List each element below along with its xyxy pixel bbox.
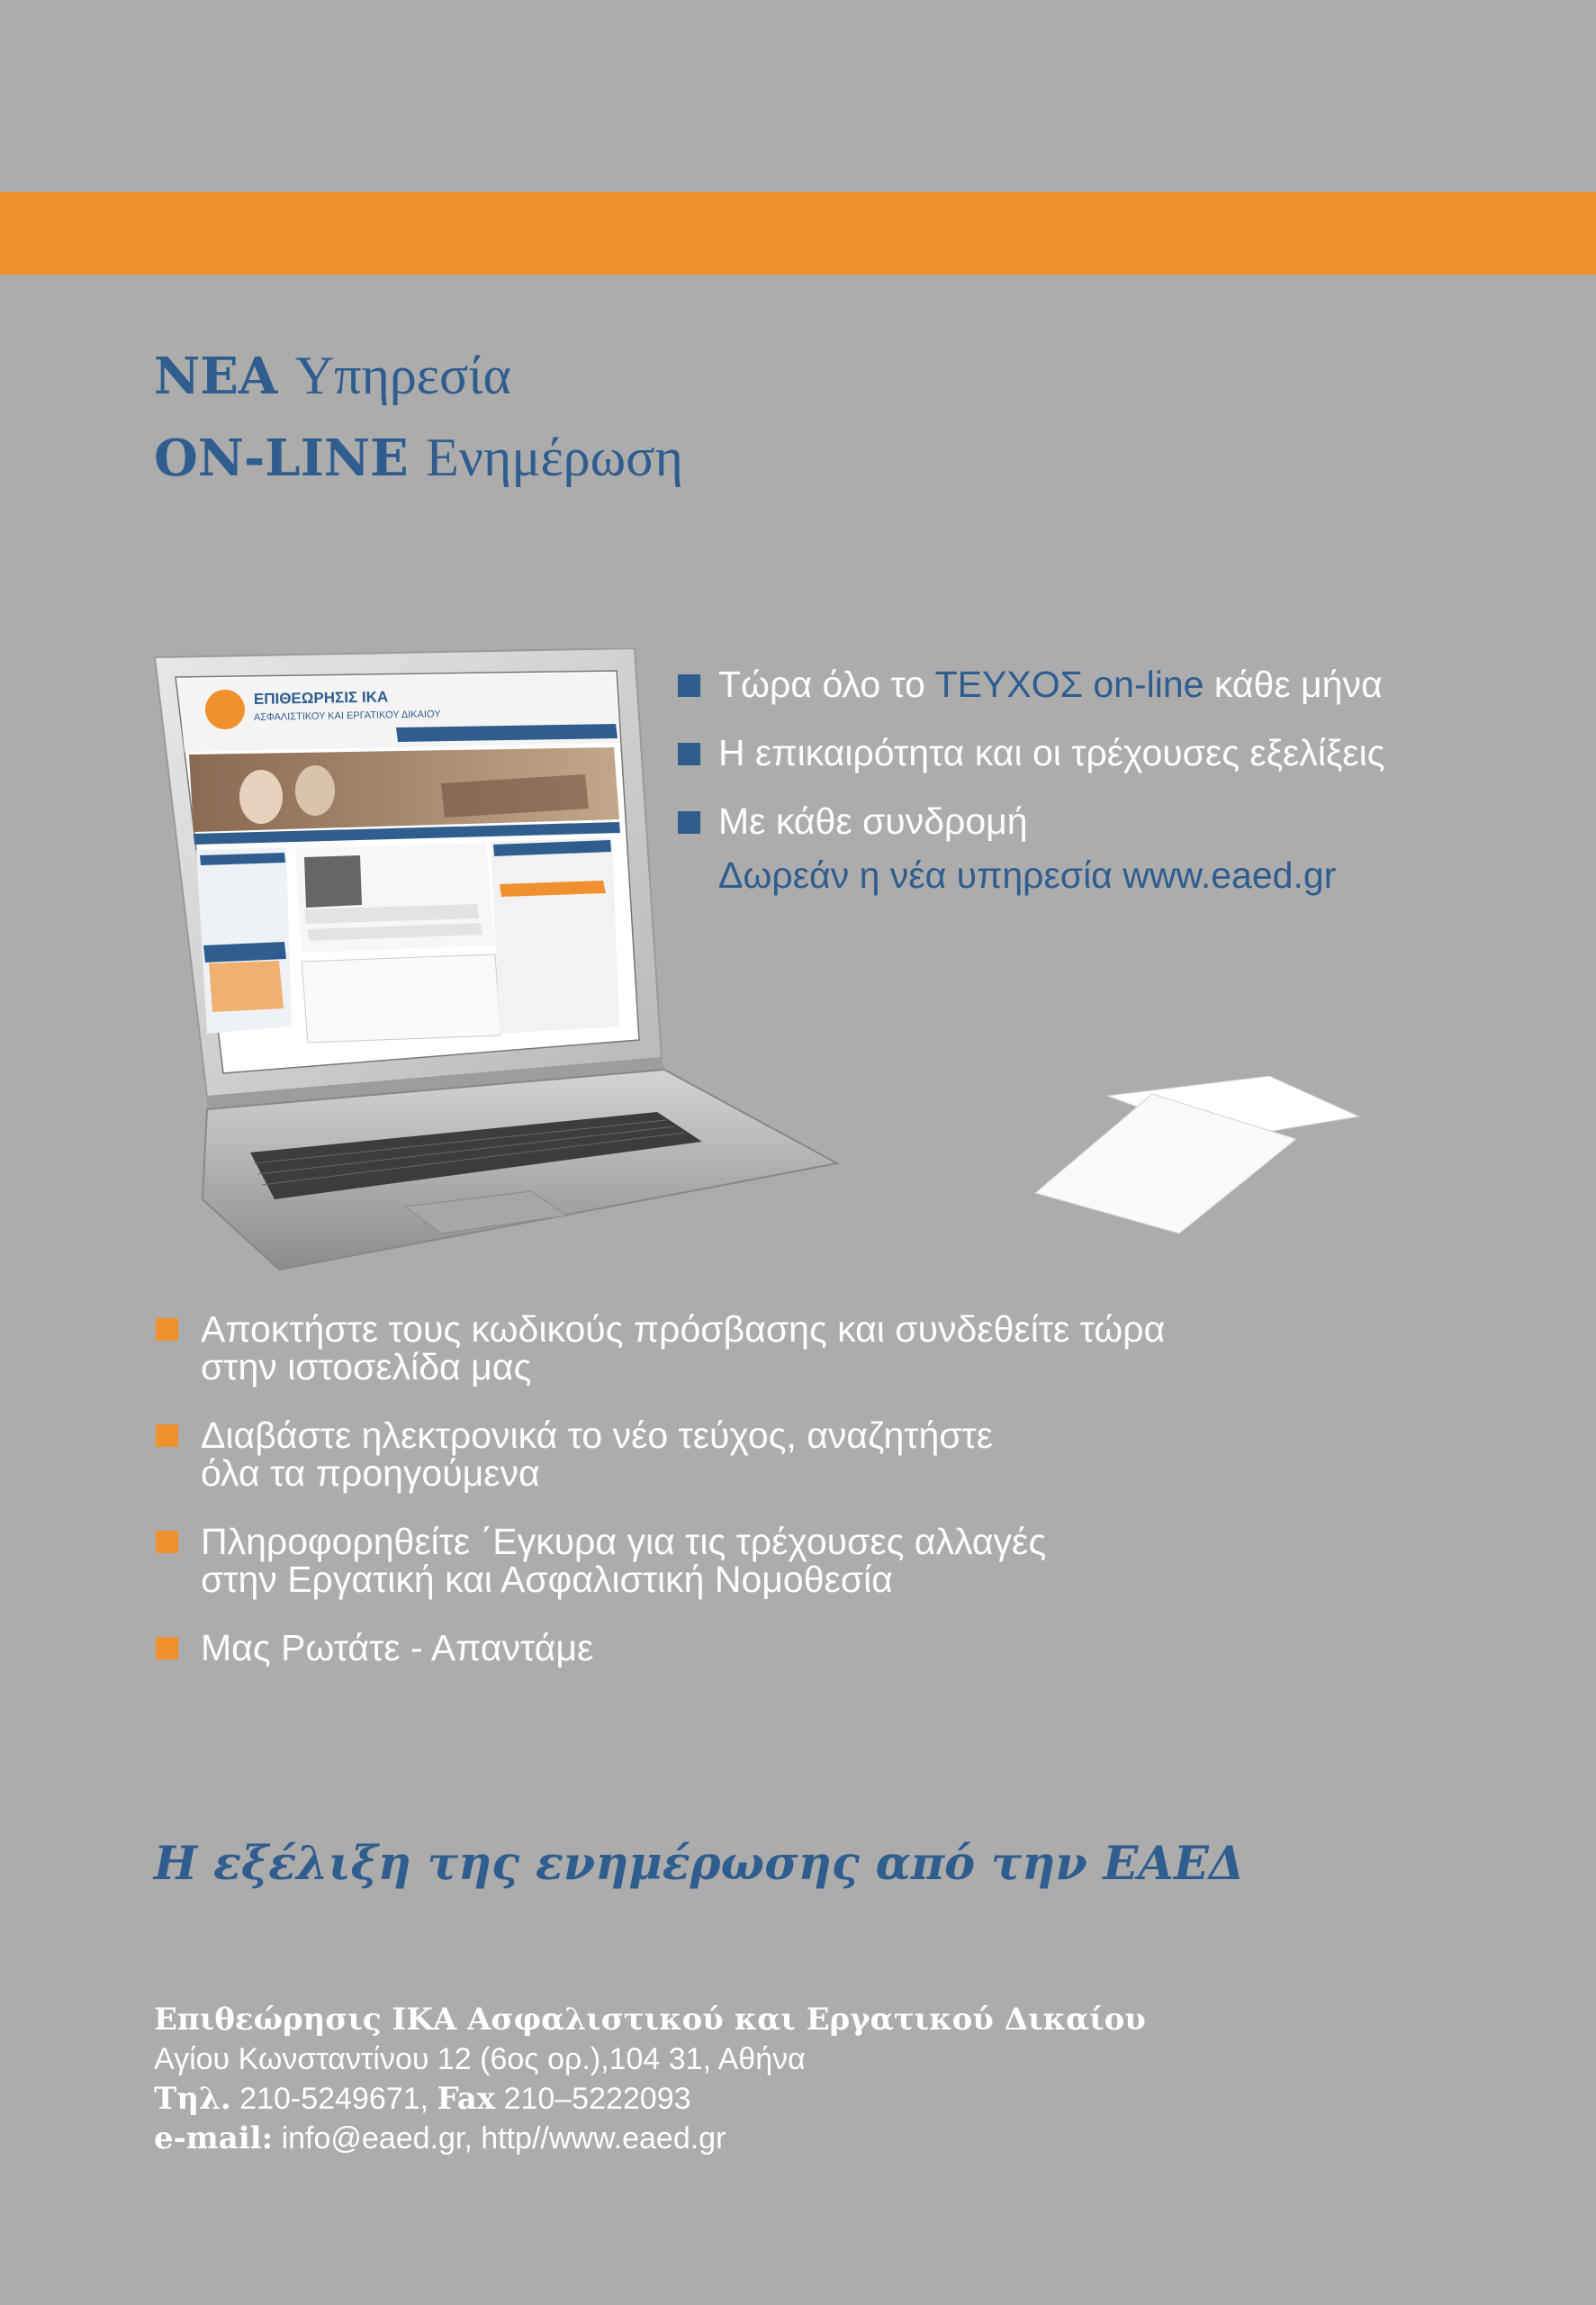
- orange-bullet-icon: [156, 1531, 178, 1553]
- tagline: Η εξέλιξη της ενημέρωσης από την ΕΑΕΔ: [154, 1837, 1245, 1891]
- blue-bullet-icon: [678, 743, 700, 765]
- orange-bullet-icon: [156, 1318, 178, 1341]
- benefits-list: [156, 1310, 1165, 1697]
- screen-site-subtitle: ΑΣΦΑΛΙΣΤΙΚΟΥ ΚΑΙ ΕΡΓΑΤΙΚΟΥ ΔΙΚΑΙΟΥ: [253, 709, 441, 723]
- benefit-item: Διαβάστε ηλεκτρονικά το νέο τεύχος, αναζητήστε όλα τα προηγούμενα: [156, 1416, 1165, 1492]
- orange-bullet-icon: [156, 1637, 178, 1659]
- headline-online: ON-LINE: [154, 429, 409, 488]
- benefit-item: Πληροφορηθείτε ΄Εγκυρα για τις τρέχουσες αλλαγές στην Εργατική και Ασφαλιστική Νομοθεσία: [156, 1523, 1165, 1598]
- orange-bullet-icon: [156, 1424, 178, 1447]
- contact-email-line: e-mail: info@eaed.gr, http//www.eaed.gr: [154, 2120, 726, 2156]
- contact-email-link[interactable]: info@eaed.gr, http//www.eaed.gr: [281, 2121, 726, 2156]
- headline-service: Υπηρεσία: [294, 346, 511, 405]
- headline: [154, 335, 683, 499]
- blue-bullet-icon: [678, 811, 700, 834]
- feature-item: Η επικαιρότητα και οι τρέχουσες εξελίξεις: [678, 730, 1384, 775]
- orange-banner: [0, 192, 1596, 275]
- features-list: [678, 662, 1384, 921]
- headline-update: Ενημέρωση: [426, 428, 683, 487]
- contact-address: Αγίου Κωνσταντίνου 12 (6ος ορ.),104 31, Αθήνα: [154, 2042, 806, 2076]
- feature-item: Με κάθε συνδρομή Δωρεάν η νέα υπηρεσία www.eaed.gr: [678, 799, 1384, 898]
- feature-item: Τώρα όλο το ΤΕΥΧΟΣ on-line κάθε μήνα: [678, 662, 1384, 707]
- paper-sheets-illustration: [999, 1076, 1377, 1238]
- benefit-item: Μας Ρωτάτε - Απαντάμε: [156, 1629, 1165, 1667]
- benefit-item: Αποκτήστε τους κωδικούς πρόσβασης και συνδεθείτε τώρα στην ιστοσελίδα μας: [156, 1310, 1165, 1386]
- feature-website-link: Δωρεάν η νέα υπηρεσία www.eaed.gr: [718, 854, 1337, 896]
- contact-organization: Επιθεώρησις ΙΚΑ Ασφαλιστικού και Εργατικού Δικαίου: [154, 2002, 1146, 2038]
- screen-site-title: ΕΠΙΘΕΩΡΗΣΙΣ ΙΚΑ: [253, 688, 389, 708]
- headline-new: ΝΕΑ: [154, 347, 278, 406]
- blue-bullet-icon: [678, 674, 700, 697]
- site-logo-icon: [205, 690, 245, 729]
- contact-block: [154, 2000, 1146, 2158]
- contact-phone-line: Τηλ. 210-5249671, Fax 210–5222093: [154, 2081, 691, 2117]
